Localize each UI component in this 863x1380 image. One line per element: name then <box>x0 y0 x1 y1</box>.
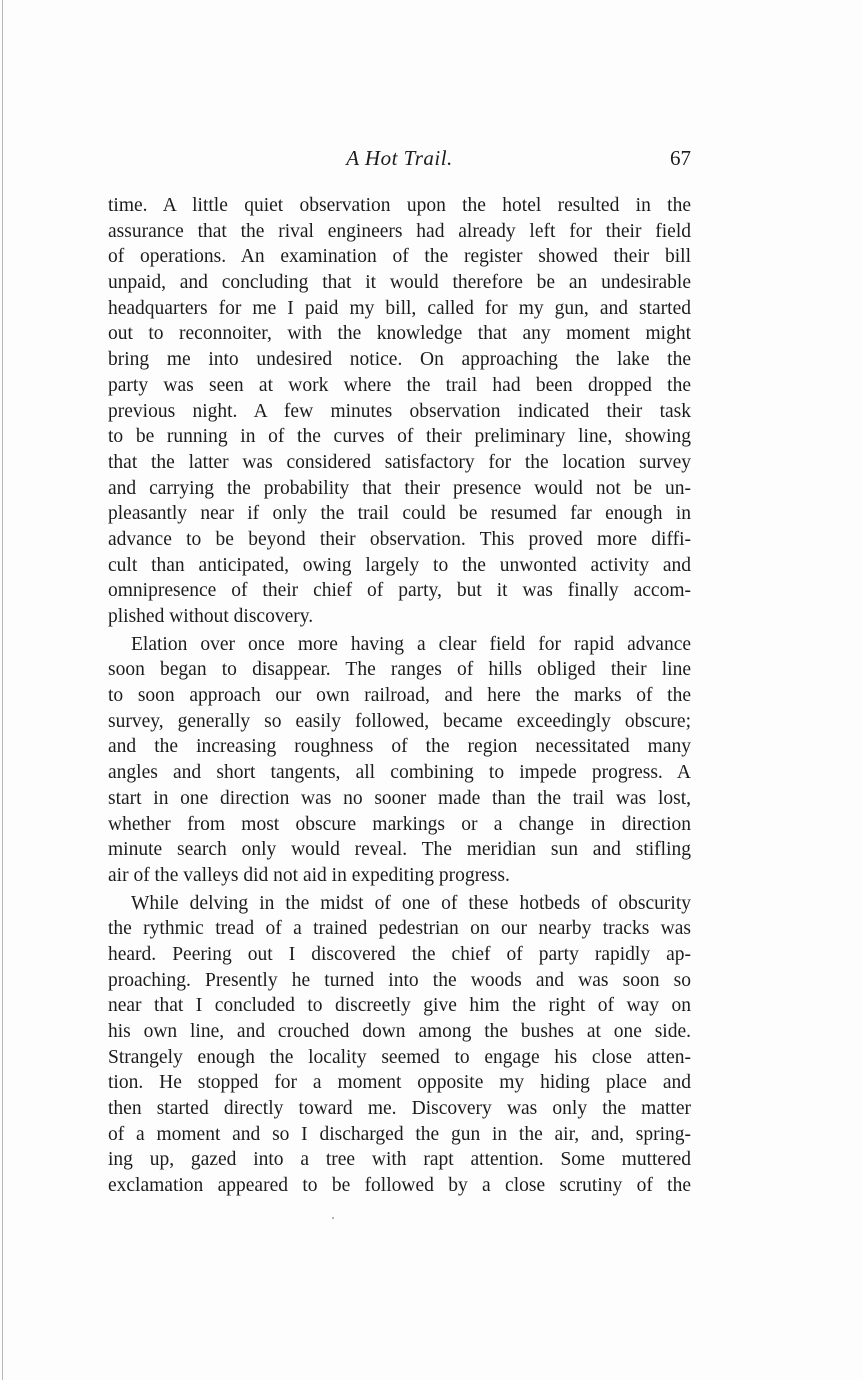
text-line: cult than anticipated, owing largely to the unwonted activity and <box>108 554 691 576</box>
text-line: his own line, and crouched down among the bushes at one side. <box>108 1021 691 1042</box>
text-line: to soon approach our own railroad, and here the marks of the <box>108 685 691 707</box>
text-line: pleasantly near if only the trail could be resumed far enough in <box>108 503 691 525</box>
text-line: near that I concluded to discreetly give him the right of way on <box>108 995 691 1017</box>
text-line: air of the valleys did not aid in expediting progress. <box>108 864 510 886</box>
text-line: While delving in the midst of one of these hotbeds of obscurity <box>131 892 691 914</box>
text-line: of a moment and so I discharged the gun in the air, and, spring- <box>108 1123 691 1145</box>
page-number: 67 <box>670 146 691 170</box>
text-line: time. A little quiet observation upon the hotel resulted in the <box>108 195 691 216</box>
text-line: tion. He stopped for a moment opposite my hiding place and <box>108 1072 691 1094</box>
text-line: proaching. Presently he turned into the woods and was soon so <box>108 969 691 991</box>
text-line: that the latter was considered satisfactory for the location survey <box>108 451 691 473</box>
paragraph-2 <box>108 632 691 889</box>
text-line: of operations. An examination of the register showed their bill <box>108 246 691 268</box>
body-text <box>108 193 691 1199</box>
text-line: soon began to disappear. The ranges of hills obliged their line <box>108 659 691 681</box>
text-line: survey, generally so easily followed, became exceedingly obscure; <box>108 710 691 732</box>
scan-speck <box>332 1217 334 1219</box>
text-line: and the increasing roughness of the region necessitated many <box>108 736 691 758</box>
text-line: angles and short tangents, all combining to impede progress. A <box>108 762 691 784</box>
text-line: start in one direction was no sooner made than the trail was lost, <box>108 787 691 809</box>
text-line: exclamation appeared to be followed by a close scrutiny of the <box>108 1175 691 1197</box>
text-line: Elation over once more having a clear field for rapid advance <box>131 633 691 655</box>
text-line: bring me into undesired notice. On approaching the lake the <box>108 349 691 371</box>
text-line: whether from most obscure markings or a change in direction <box>108 813 691 835</box>
text-line: plished without discovery. <box>108 606 314 627</box>
running-title: A Hot Trail. <box>346 146 453 170</box>
running-head <box>108 146 691 174</box>
text-line: the rythmic tread of a trained pedestrian on our nearby tracks was <box>108 918 691 940</box>
text-line: previous night. A few minutes observation indicated their task <box>108 400 691 422</box>
text-line: assurance that the rival engineers had already left for their field <box>108 220 691 242</box>
text-line: Strangely enough the locality seemed to engage his close atten- <box>108 1046 691 1068</box>
scan-edge-line <box>2 0 3 1380</box>
text-line: headquarters for me I paid my bill, called for my gun, and started <box>108 297 691 319</box>
text-line: omnipresence of their chief of party, but it was finally accom- <box>108 580 691 602</box>
text-line: unpaid, and concluding that it would therefore be an undesirable <box>108 272 691 294</box>
text-line: heard. Peering out I discovered the chief of party rapidly ap- <box>108 943 691 965</box>
paragraph-1 <box>108 193 691 630</box>
text-line: to be running in of the curves of their preliminary line, showing <box>108 426 691 448</box>
text-line: party was seen at work where the trail had been dropped the <box>108 374 691 396</box>
paragraph-3 <box>108 891 691 1199</box>
text-line: out to reconnoiter, with the knowledge that any moment might <box>108 323 691 345</box>
text-line: advance to be beyond their observation. This proved more diffi- <box>108 528 691 550</box>
text-line: ing up, gazed into a tree with rapt attention. Some muttered <box>108 1149 691 1171</box>
text-line: then started directly toward me. Discovery was only the matter <box>108 1098 691 1120</box>
text-line: minute search only would reveal. The meridian sun and stifling <box>108 839 691 861</box>
text-line: and carrying the probability that their presence would not be un- <box>108 477 691 499</box>
